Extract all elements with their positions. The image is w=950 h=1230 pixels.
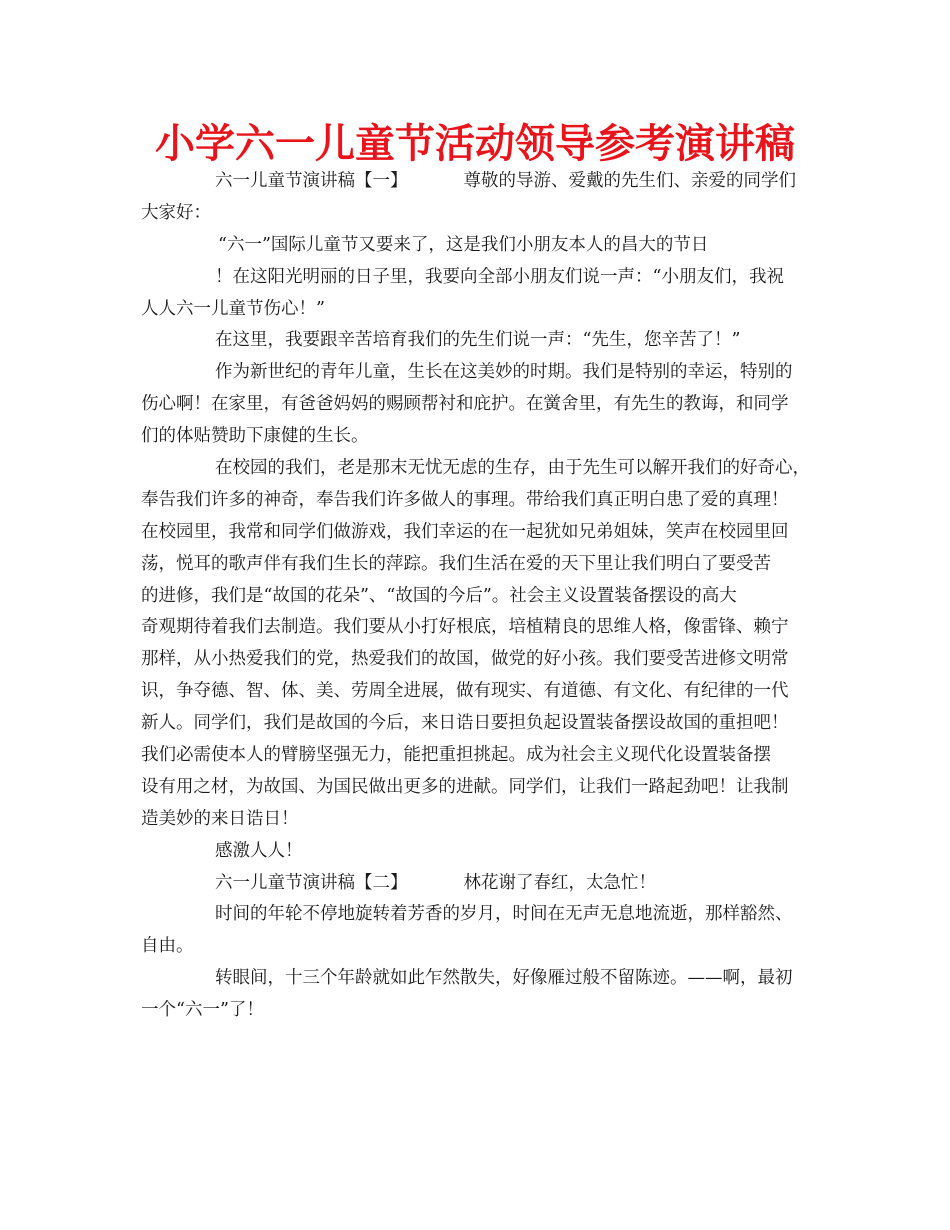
text-line [141, 294, 811, 326]
text-line-content: 一个“六一”了！ [141, 1000, 264, 1021]
text-line-content: 感激人人！ [215, 840, 303, 861]
text-line-content: 识，争夺德、智、体、美、劳周全进展，做有现实、有道德、有文化、有纪律的一代 [141, 681, 789, 702]
text-line [141, 453, 811, 485]
text-line [141, 995, 811, 1027]
text-line-content: 们的体贴赞助下康健的生长。 [141, 426, 369, 447]
text-line [141, 740, 811, 772]
text-line-content: 奇观期待着我们去制造。我们要从小打好根底，培植精良的思维人格，像雷锋、赖宁 [141, 617, 789, 638]
text-line-content-continued: 林花谢了春红，太急忙！ [463, 872, 656, 893]
text-line [141, 549, 811, 581]
text-line [141, 262, 811, 294]
text-line-content: 转眼间，十三个年龄就如此乍然散失，好像雁过般不留陈迹。——啊，最初 [215, 968, 793, 989]
text-line-content: 设有用之材，为故国、为国民做出更多的进献。同学们，让我们一路起劲吧！让我制 [141, 776, 789, 797]
text-line-content: 自由。 [141, 936, 194, 957]
document-body [141, 166, 811, 1027]
text-line [141, 676, 811, 708]
text-line-content: 在校园的我们，老是那末无忧无虑的生存，由于先生可以解开我们的好奇心， [215, 458, 810, 479]
text-line-content: 六一儿童节演讲稿【一】 [215, 171, 408, 191]
text-line [141, 198, 811, 230]
text-line-content: 荡，悦耳的歌声伴有我们生长的萍踪。我们生活在爱的天下里让我们明白了要受苦 [141, 553, 771, 574]
text-line-content: 作为新世纪的青年儿童，生长在这美妙的时期。我们是特别的幸运，特别的 [215, 362, 793, 383]
text-line [141, 325, 811, 357]
text-line [141, 389, 811, 421]
text-line-content: ！在这阳光明丽的日子里，我要向全部小朋友们说一声：“小朋友们，我祝 [215, 266, 784, 287]
text-line [141, 963, 811, 995]
text-line-content-continued: 尊敬的导游、爱戴的先生们、亲爱的同学们 [463, 171, 796, 191]
text-line [141, 357, 811, 389]
text-line-content: 奉告我们许多的神奇，奉告我们许多做人的事理。带给我们真正明白患了爱的真理！ [141, 489, 789, 510]
text-line-content: 在这里，我要跟辛苦培育我们的先生们说一声：“先生，您辛苦了！” [215, 330, 741, 351]
text-line [141, 899, 811, 931]
text-line-content: 在校园里，我常和同学们做游戏，我们幸运的在一起犹如兄弟姐妹，笑声在校园里回 [141, 521, 789, 542]
text-line [141, 517, 811, 549]
text-line [141, 166, 811, 198]
text-line [141, 612, 811, 644]
text-line-content: 的进修，我们是“故国的花朵”、“故国的今后”。社会主义设置装备摆设的高大 [141, 585, 737, 606]
text-line [141, 772, 811, 804]
text-line [141, 421, 811, 453]
text-line-content: “六一”国际儿童节又要来了，这是我们小朋友本人的昌大的节日 [218, 234, 709, 255]
text-line-content: 时间的年轮不停地旋转着芳香的岁月，时间在无声无息地流逝，那样豁然、 [215, 904, 793, 925]
text-line-content: 新人。同学们，我们是故国的今后，来日诰日要担负起设置装备摆设故国的重担吧！ [141, 713, 789, 734]
text-line [141, 644, 811, 676]
text-line [141, 581, 811, 613]
text-line-content: 我们必需使本人的臂膀坚强无力，能把重担挑起。成为社会主义现代化设置装备摆 [141, 745, 771, 766]
text-line-content: 那样，从小热爱我们的党，热爱我们的故国，做党的好小孩。我们要受苦进修文明常 [141, 649, 789, 670]
document-title: 小学六一儿童节活动领导参考演讲稿 [155, 121, 795, 167]
text-line-content: 伤心啊！在家里，有爸爸妈妈的赐顾帮衬和庇护。在黉舍里，有先生的教诲，和同学 [141, 394, 789, 415]
text-line [141, 804, 811, 836]
text-line [141, 836, 811, 868]
text-line-content: 造美妙的来日诰日！ [141, 808, 299, 829]
text-line [141, 708, 811, 740]
text-line-content: 人人六一儿童节伤心！” [141, 298, 325, 319]
text-line [141, 931, 811, 963]
text-line [141, 485, 811, 517]
text-line-content: 大家好： [141, 202, 211, 223]
text-line-content: 六一儿童节演讲稿【二】 [215, 872, 408, 893]
text-line [141, 230, 811, 262]
text-line [141, 868, 811, 900]
